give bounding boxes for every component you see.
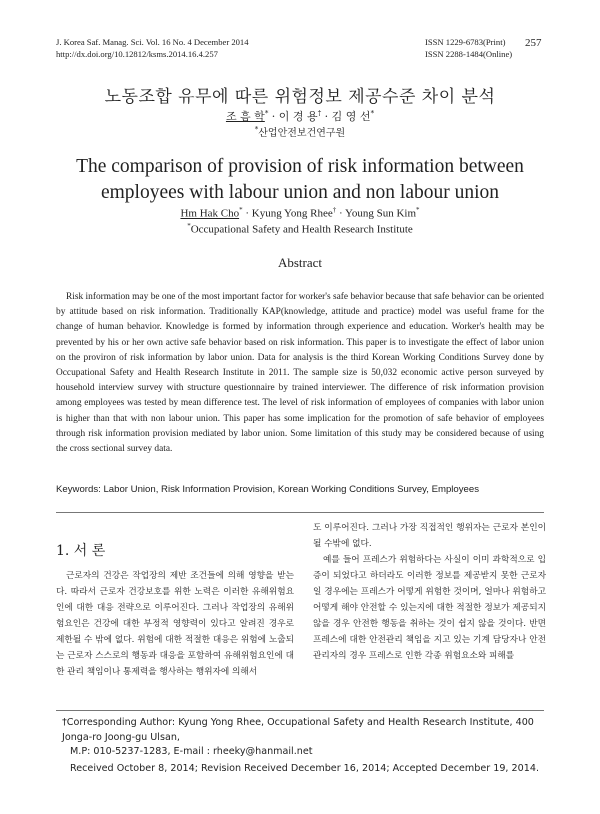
section-divider <box>56 512 544 513</box>
english-author-3: · Young Sun Kim <box>336 207 417 220</box>
english-title-line-1: The comparison of provision of risk information between <box>76 156 524 177</box>
english-affiliation <box>0 222 600 236</box>
footnote-divider <box>56 710 544 711</box>
korean-authors <box>0 108 600 124</box>
author-mark: * <box>370 109 375 118</box>
right-column-paragraph-2: 예를 들어 프레스가 위험하다는 사실이 이미 과학적으로 입증이 되었다고 하더라도 이러한 정보를 제공받지 못한 근로자일 경우에는 프레스가 어떻게 위험한 것이며, 얼마나 위험하고 어떻게 해야 안전할 수 있는지에 대한 적절한 정보가 제공되지 않을 경우 안전한 행동을 취하는 것이 쉽지 않을 것이다. 반면 프레스에 대한 안전관리 책임을 지고 있는 기계 담당자나 안전관리자의 경우 프레스로 인한 각종 위험요소와 피해를 <box>313 555 546 661</box>
author-mark: † <box>332 206 337 214</box>
english-title <box>0 154 600 206</box>
english-author-1: Hm Hak Cho <box>180 207 240 220</box>
english-authors <box>0 206 600 220</box>
korean-title: 노동조합 유무에 따른 위험정보 제공수준 차이 분석 <box>104 87 496 107</box>
author-mark: * <box>264 109 269 118</box>
issn-block <box>425 36 512 60</box>
korean-author-1: 조 흠 학 <box>225 110 265 123</box>
doi-link[interactable]: http://dx.doi.org/10.12812/ksms.2014.16.4.257 <box>56 49 218 59</box>
author-mark: * <box>416 206 420 214</box>
left-column-paragraph: 근로자의 건강은 작업장의 제반 조건들에 의해 영향을 받는다. 따라서 근로자 건강보호를 위한 노력은 이러한 유해위험요인에 대한 대응 전략으로 이루어진다. 그러나 작업장의 유해위험요인은 건강에 대한 부정적 영향력이 있다고 알려진 경우로 제한될 수 밖에 없다. 위험에 대한 적절한 대응은 위험에 노출되는 근로자 스스로의 행동과 대응을 포함하여 유해위험요인에 대한 관리 책임이나 통제력을 행사하는 행위자에 의해서 <box>56 571 294 677</box>
korean-affiliation <box>0 124 600 139</box>
journal-header <box>56 36 249 60</box>
issn-online: ISSN 2288-1484(Online) <box>425 49 513 59</box>
corresponding-author-note: †Corresponding Author: Kyung Yong Rhee, Occupational Safety and Health Research Institute, 400 Jonga-ro Joong-gu Ulsan, <box>62 717 534 743</box>
korean-affiliation-text: 산업안전보건연구원 <box>258 128 346 139</box>
contact-info: M.P: 010-5237-1283, E-mail : rheeky@hanmail.net <box>70 746 313 757</box>
page-number: 257 <box>525 37 542 49</box>
author-mark: * <box>239 206 243 214</box>
right-column-paragraph-1: 도 이루어진다. 그러나 가장 직접적인 행위자는 근로자 본인이 될 수밖에 없다. <box>313 523 546 549</box>
affiliation-mark: * <box>254 125 259 134</box>
english-affiliation-text: Occupational Safety and Health Research Institute <box>190 223 413 236</box>
right-column <box>313 520 546 664</box>
korean-author-2: · 이 경 용 <box>268 110 318 123</box>
abstract-heading: Abstract <box>277 255 323 270</box>
received-dates: Received October 8, 2014; Revision Received December 16, 2014; Accepted December 19, 2014. <box>70 763 539 774</box>
affiliation-mark: * <box>187 222 191 230</box>
english-author-2: · Kyung Yong Rhee <box>242 207 333 220</box>
section-heading: 1. 서 론 <box>56 543 106 559</box>
journal-citation: J. Korea Saf. Manag. Sci. Vol. 16 No. 4 December 2014 <box>56 37 249 47</box>
english-title-line-2: employees with labour union and non labour union <box>100 182 500 203</box>
author-mark: † <box>317 109 322 118</box>
issn-print: ISSN 1229-6783(Print) <box>425 37 506 47</box>
keywords: Keywords: Labor Union, Risk Information Provision, Korean Working Conditions Survey, Employees <box>56 484 480 495</box>
abstract-body: Risk information may be one of the most important factor for worker's safe behavior because that safe behavior can be oriented by attitude based on risk information. Traditionally KAP(knowledge, attitude and practice) model was useful frame for the change of human behavior. Knowledge is formed by information through experience and education. Worker's health may be prevented by his or her own active safe behavior based on risk information. This paper is to investigate the effect of labor union on the proviron of risk information by labor union. Data for analysis is the third Korean Working Conditions Survey done by Occupational Safety and Health Research Institute in 2011. The sample size is 50,032 economic active person surveyed by household interview survey with structure questionnaire by trained interviewer. The difference of risk information provision among employees was tested by mean difference test. The level of risk information of employees of companies with labor union is higher than that with non labour union. This paper has some implication for the promotion of safe behavior of employees through risk information provision mediated by labor union. Some limitation of this study may be considered because of using the cross sectional survey data. <box>56 292 544 455</box>
korean-author-3: · 김 영 선 <box>321 110 371 123</box>
